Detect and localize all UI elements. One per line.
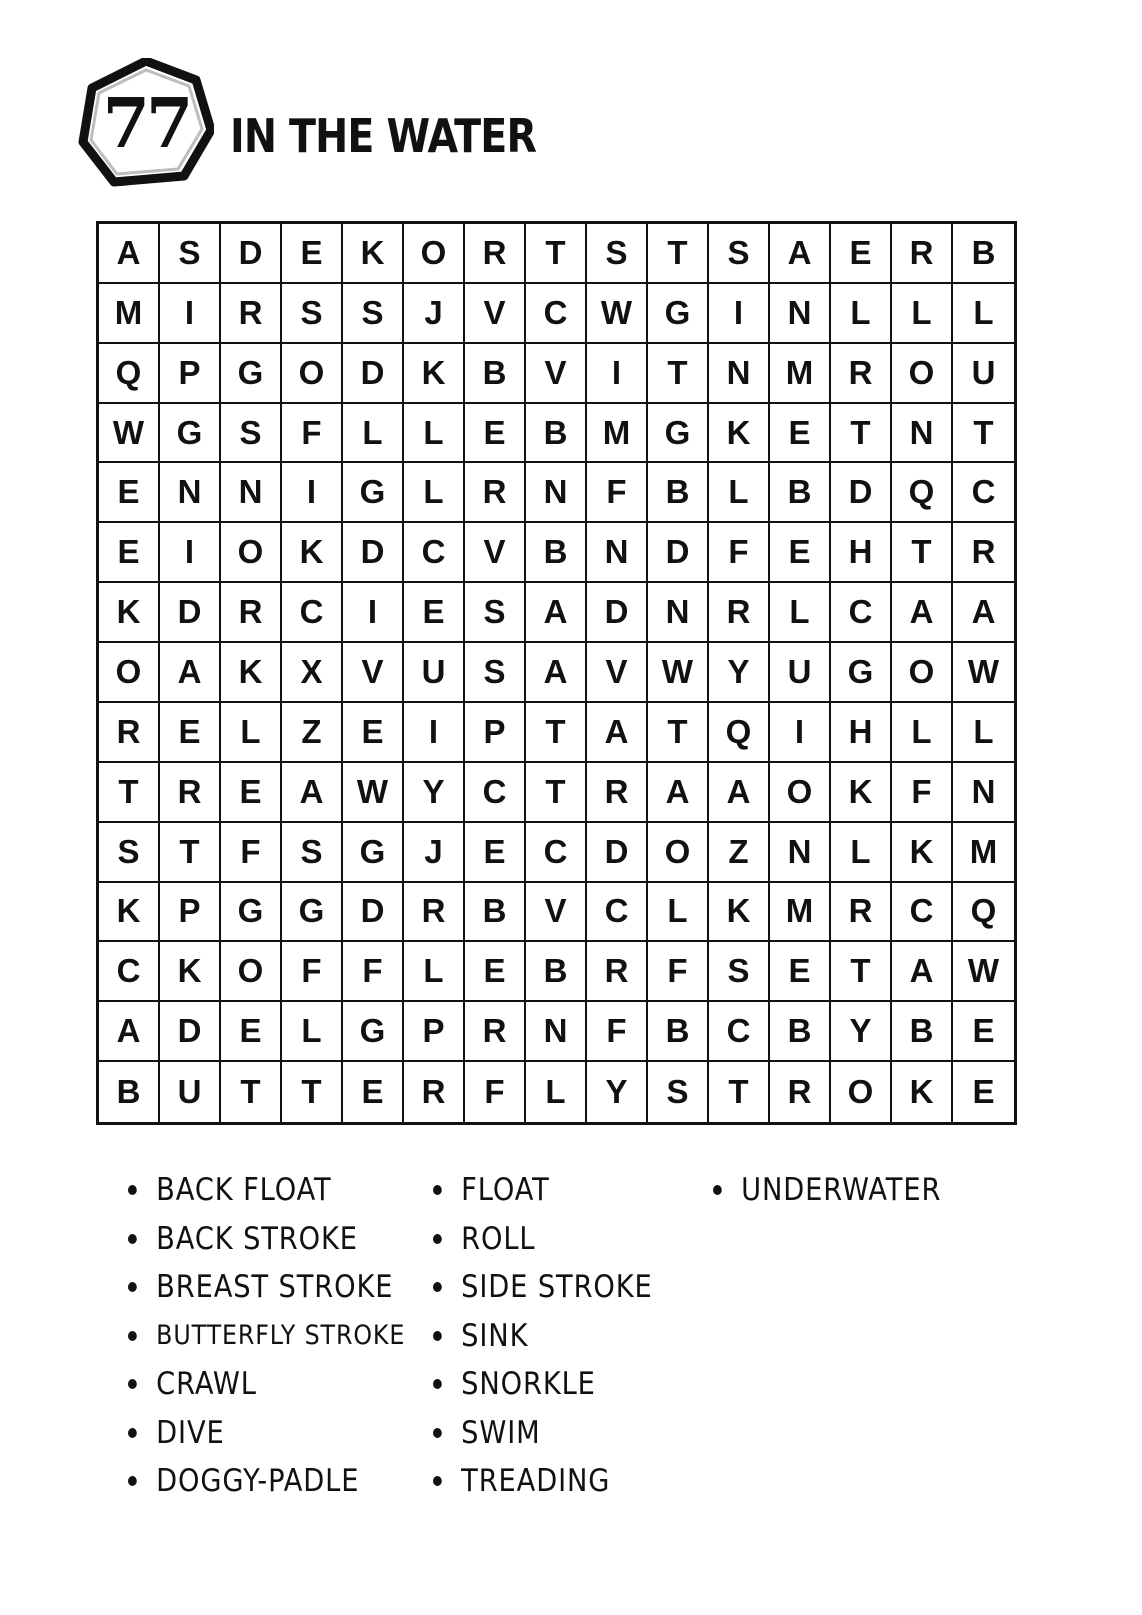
grid-cell[interactable]: E <box>770 942 831 1002</box>
grid-cell[interactable]: O <box>221 523 282 583</box>
grid-cell[interactable]: S <box>160 224 221 284</box>
grid-cell[interactable]: D <box>831 463 892 523</box>
grid-cell[interactable]: A <box>160 643 221 703</box>
grid-cell[interactable]: R <box>221 284 282 344</box>
grid-cell[interactable]: N <box>160 463 221 523</box>
grid-cell[interactable]: T <box>648 703 709 763</box>
grid-cell[interactable]: A <box>709 763 770 823</box>
grid-cell[interactable]: F <box>587 1002 648 1062</box>
grid-cell[interactable]: V <box>526 344 587 404</box>
word-label: DOGGY-PADLE <box>156 1463 360 1500</box>
grid-cell[interactable]: G <box>221 344 282 404</box>
grid-cell[interactable]: G <box>831 643 892 703</box>
grid-cell[interactable]: E <box>404 583 465 643</box>
grid-cell[interactable]: O <box>770 763 831 823</box>
grid-cell[interactable]: F <box>282 404 343 464</box>
word-label: SWIM <box>461 1414 541 1451</box>
grid-cell[interactable]: J <box>404 823 465 883</box>
bullet-icon <box>128 1476 137 1486</box>
grid-cell[interactable]: S <box>282 823 343 883</box>
grid-cell[interactable]: N <box>587 523 648 583</box>
grid-cell[interactable]: C <box>587 883 648 943</box>
grid-cell[interactable]: N <box>221 463 282 523</box>
word-label: UNDERWATER <box>741 1172 942 1209</box>
bullet-icon <box>433 1331 442 1341</box>
grid-cell[interactable]: M <box>770 883 831 943</box>
word-list-item <box>433 1409 653 1458</box>
grid-cell[interactable]: U <box>160 1062 221 1122</box>
grid-cell[interactable]: O <box>221 942 282 1002</box>
grid-cell[interactable]: B <box>99 1062 160 1122</box>
grid-cell[interactable]: C <box>99 942 160 1002</box>
word-label: FLOAT <box>461 1172 550 1209</box>
grid-cell[interactable]: I <box>770 703 831 763</box>
grid-cell[interactable]: Q <box>953 883 1014 943</box>
grid-cell[interactable]: G <box>648 404 709 464</box>
word-label: ROLL <box>461 1220 536 1257</box>
grid-cell[interactable]: K <box>831 763 892 823</box>
grid-cell[interactable]: S <box>465 583 526 643</box>
grid-cell[interactable]: R <box>587 763 648 823</box>
bullet-icon <box>433 1428 442 1438</box>
grid-cell[interactable]: A <box>892 583 953 643</box>
grid-cell[interactable]: F <box>465 1062 526 1122</box>
grid-cell[interactable]: Y <box>709 643 770 703</box>
grid-cell[interactable]: V <box>465 523 526 583</box>
grid-cell[interactable]: G <box>282 883 343 943</box>
grid-cell[interactable]: M <box>99 284 160 344</box>
grid-cell[interactable]: Q <box>99 344 160 404</box>
grid-cell[interactable]: B <box>648 463 709 523</box>
word-list-item <box>128 1409 405 1458</box>
word-list-item <box>713 1166 941 1215</box>
grid-cell[interactable]: T <box>892 523 953 583</box>
word-label: SNORKLE <box>461 1366 596 1403</box>
grid-cell[interactable]: D <box>160 583 221 643</box>
grid-cell[interactable]: L <box>526 1062 587 1122</box>
grid-cell[interactable]: X <box>282 643 343 703</box>
grid-cell[interactable]: N <box>770 823 831 883</box>
grid-cell[interactable]: B <box>526 404 587 464</box>
grid-cell[interactable]: C <box>709 1002 770 1062</box>
grid-cell[interactable]: R <box>465 224 526 284</box>
grid-cell[interactable]: A <box>770 224 831 284</box>
word-list-item <box>128 1457 405 1506</box>
grid-cell[interactable]: R <box>404 883 465 943</box>
word-label: BUTTERFLY STROKE <box>156 1320 406 1352</box>
word-list-item <box>433 1215 653 1264</box>
grid-cell[interactable]: O <box>831 1062 892 1122</box>
grid-cell[interactable]: B <box>953 224 1014 284</box>
grid-cell[interactable]: E <box>770 404 831 464</box>
grid-cell[interactable]: K <box>892 1062 953 1122</box>
grid-cell[interactable]: S <box>465 643 526 703</box>
grid-cell[interactable]: D <box>587 823 648 883</box>
grid-cell[interactable]: T <box>221 1062 282 1122</box>
grid-cell[interactable]: R <box>953 523 1014 583</box>
grid-cell[interactable]: O <box>404 224 465 284</box>
grid-cell[interactable]: T <box>709 1062 770 1122</box>
grid-cell[interactable]: G <box>648 284 709 344</box>
grid-cell[interactable]: Y <box>404 763 465 823</box>
grid-cell[interactable]: B <box>526 942 587 1002</box>
grid-cell[interactable]: D <box>343 344 404 404</box>
grid-cell[interactable]: T <box>953 404 1014 464</box>
grid-cell[interactable]: Q <box>709 703 770 763</box>
grid-cell[interactable]: C <box>892 883 953 943</box>
grid-cell[interactable]: D <box>343 883 404 943</box>
grid-cell[interactable]: A <box>526 643 587 703</box>
grid-cell[interactable]: I <box>160 284 221 344</box>
word-list-item <box>433 1360 653 1409</box>
grid-cell[interactable]: C <box>404 523 465 583</box>
grid-cell[interactable]: E <box>343 703 404 763</box>
grid-cell[interactable]: S <box>282 284 343 344</box>
grid-cell[interactable]: B <box>465 344 526 404</box>
grid-cell[interactable]: T <box>648 344 709 404</box>
grid-cell[interactable]: Y <box>831 1002 892 1062</box>
grid-cell[interactable]: E <box>282 224 343 284</box>
grid-cell[interactable]: U <box>770 643 831 703</box>
puzzle-number: 77 <box>102 84 190 164</box>
grid-cell[interactable]: N <box>526 463 587 523</box>
grid-cell[interactable]: E <box>99 463 160 523</box>
word-list-column-1 <box>128 1166 443 1506</box>
grid-cell[interactable]: Z <box>709 823 770 883</box>
grid-cell[interactable]: D <box>221 224 282 284</box>
grid-cell[interactable]: T <box>648 224 709 284</box>
grid-cell[interactable]: R <box>404 1062 465 1122</box>
grid-cell[interactable]: G <box>343 823 404 883</box>
grid-cell[interactable]: O <box>892 344 953 404</box>
grid-cell[interactable]: L <box>892 284 953 344</box>
word-list-item <box>128 1263 405 1312</box>
grid-cell[interactable]: F <box>282 942 343 1002</box>
grid-cell[interactable]: N <box>526 1002 587 1062</box>
word-label: BACK FLOAT <box>156 1172 332 1209</box>
word-label: SIDE STROKE <box>461 1269 653 1306</box>
grid-cell[interactable]: G <box>160 404 221 464</box>
grid-cell[interactable]: F <box>709 523 770 583</box>
grid-cell[interactable]: I <box>587 344 648 404</box>
word-label: SINK <box>461 1317 529 1354</box>
grid-cell[interactable]: N <box>648 583 709 643</box>
grid-cell[interactable]: B <box>892 1002 953 1062</box>
grid-cell[interactable]: A <box>99 224 160 284</box>
grid-cell[interactable]: T <box>526 763 587 823</box>
grid-cell[interactable]: V <box>587 643 648 703</box>
grid-cell[interactable]: L <box>343 404 404 464</box>
grid-cell[interactable]: E <box>465 823 526 883</box>
grid-cell[interactable]: A <box>526 583 587 643</box>
grid-cell[interactable]: I <box>282 463 343 523</box>
grid-cell[interactable]: C <box>282 583 343 643</box>
grid-cell[interactable]: B <box>465 883 526 943</box>
grid-cell[interactable]: Y <box>587 1062 648 1122</box>
grid-cell[interactable]: H <box>831 523 892 583</box>
grid-cell[interactable]: C <box>953 463 1014 523</box>
grid-cell[interactable]: F <box>587 463 648 523</box>
grid-cell[interactable]: M <box>587 404 648 464</box>
grid-cell[interactable]: D <box>343 523 404 583</box>
grid-cell[interactable]: I <box>404 703 465 763</box>
word-list-column-2 <box>433 1166 683 1506</box>
grid-cell[interactable]: E <box>160 703 221 763</box>
bullet-icon <box>128 1185 137 1195</box>
word-list-item <box>433 1312 653 1361</box>
grid-cell[interactable]: F <box>892 763 953 823</box>
grid-cell[interactable]: W <box>953 643 1014 703</box>
word-list-item <box>128 1312 405 1361</box>
grid-cell[interactable]: R <box>587 942 648 1002</box>
grid-cell[interactable]: E <box>831 224 892 284</box>
grid-cell[interactable]: L <box>770 583 831 643</box>
word-list-item <box>128 1215 405 1264</box>
grid-cell[interactable]: Q <box>892 463 953 523</box>
grid-cell[interactable]: N <box>892 404 953 464</box>
grid-cell[interactable]: I <box>709 284 770 344</box>
grid-cell[interactable]: S <box>221 404 282 464</box>
grid-cell[interactable]: K <box>709 883 770 943</box>
puzzle-number-badge <box>78 58 214 194</box>
grid-cell[interactable]: T <box>831 404 892 464</box>
bullet-icon <box>433 1234 442 1244</box>
grid-cell[interactable]: K <box>221 643 282 703</box>
grid-cell[interactable]: W <box>953 942 1014 1002</box>
grid-cell[interactable]: E <box>770 523 831 583</box>
grid-cell[interactable]: A <box>587 703 648 763</box>
grid-cell[interactable]: N <box>709 344 770 404</box>
grid-cell[interactable]: S <box>343 284 404 344</box>
word-label: BREAST STROKE <box>156 1269 394 1306</box>
word-list-item <box>433 1166 653 1215</box>
grid-cell[interactable]: K <box>892 823 953 883</box>
grid-cell[interactable]: V <box>465 284 526 344</box>
grid-cell[interactable]: A <box>648 763 709 823</box>
grid-cell[interactable]: E <box>221 1002 282 1062</box>
word-list-item <box>433 1457 653 1506</box>
bullet-icon <box>433 1185 442 1195</box>
grid-cell[interactable]: R <box>709 583 770 643</box>
grid-cell[interactable]: N <box>770 284 831 344</box>
grid-cell[interactable]: E <box>343 1062 404 1122</box>
bullet-icon <box>128 1331 137 1341</box>
grid-cell[interactable]: F <box>648 942 709 1002</box>
grid-cell[interactable]: E <box>953 1002 1014 1062</box>
grid-cell[interactable]: L <box>648 883 709 943</box>
grid-cell[interactable]: E <box>221 763 282 823</box>
grid-cell[interactable]: I <box>343 583 404 643</box>
grid-cell[interactable]: S <box>587 224 648 284</box>
bullet-icon <box>433 1282 442 1292</box>
grid-cell[interactable]: L <box>831 284 892 344</box>
grid-cell[interactable]: D <box>160 1002 221 1062</box>
grid-cell[interactable]: I <box>160 523 221 583</box>
grid-cell[interactable]: D <box>648 523 709 583</box>
grid-cell[interactable]: M <box>770 344 831 404</box>
grid-cell[interactable]: W <box>587 284 648 344</box>
grid-cell[interactable]: U <box>953 344 1014 404</box>
grid-cell[interactable]: L <box>953 703 1014 763</box>
word-label: BACK STROKE <box>156 1220 358 1257</box>
grid-cell[interactable]: L <box>709 463 770 523</box>
grid-cell[interactable]: B <box>770 1002 831 1062</box>
grid-cell[interactable]: K <box>282 523 343 583</box>
bullet-icon <box>433 1476 442 1486</box>
grid-cell[interactable]: P <box>465 703 526 763</box>
grid-cell[interactable]: W <box>343 763 404 823</box>
grid-cell[interactable]: F <box>343 942 404 1002</box>
grid-cell[interactable]: K <box>343 224 404 284</box>
grid-cell[interactable]: G <box>343 463 404 523</box>
grid-cell[interactable]: C <box>526 823 587 883</box>
puzzle-title: IN THE WATER <box>230 109 537 163</box>
grid-cell[interactable]: K <box>404 344 465 404</box>
grid-cell[interactable]: R <box>831 883 892 943</box>
word-label: DIVE <box>156 1414 225 1451</box>
grid-cell[interactable]: P <box>160 883 221 943</box>
grid-cell[interactable]: C <box>465 763 526 823</box>
grid-cell[interactable]: S <box>709 224 770 284</box>
bullet-icon <box>128 1379 137 1389</box>
grid-cell[interactable]: Z <box>282 703 343 763</box>
word-list-column-3 <box>713 1166 972 1215</box>
grid-cell[interactable]: K <box>160 942 221 1002</box>
grid-cell[interactable]: H <box>831 703 892 763</box>
grid-cell[interactable]: R <box>892 224 953 284</box>
grid-cell[interactable]: M <box>953 823 1014 883</box>
grid-cell[interactable]: E <box>465 942 526 1002</box>
bullet-icon <box>128 1428 137 1438</box>
grid-cell[interactable]: G <box>221 883 282 943</box>
grid-cell[interactable]: L <box>953 284 1014 344</box>
grid-cell[interactable]: S <box>648 1062 709 1122</box>
grid-cell[interactable]: L <box>221 703 282 763</box>
grid-cell[interactable]: T <box>282 1062 343 1122</box>
grid-cell[interactable]: E <box>972 1073 995 1111</box>
grid-cell[interactable]: B <box>770 463 831 523</box>
word-list-item <box>128 1166 405 1215</box>
grid-cell[interactable]: L <box>404 942 465 1002</box>
grid-cell[interactable]: L <box>282 1002 343 1062</box>
grid-cell[interactable]: K <box>709 404 770 464</box>
word-list-item <box>128 1360 405 1409</box>
grid-cell[interactable]: K <box>99 583 160 643</box>
grid-cell[interactable]: B <box>648 1002 709 1062</box>
grid-cell[interactable]: R <box>831 344 892 404</box>
grid-cell[interactable]: B <box>526 523 587 583</box>
grid-cell[interactable]: R <box>99 703 160 763</box>
grid-cell[interactable]: U <box>404 643 465 703</box>
grid-cell[interactable]: R <box>465 463 526 523</box>
grid-cell[interactable]: V <box>526 883 587 943</box>
grid-cell[interactable]: R <box>770 1062 831 1122</box>
grid-cell[interactable]: O <box>282 344 343 404</box>
grid-cell[interactable]: P <box>160 344 221 404</box>
grid-cell[interactable]: D <box>587 583 648 643</box>
grid-cell[interactable]: A <box>282 763 343 823</box>
grid-cell[interactable]: W <box>99 404 160 464</box>
grid-cell[interactable]: T <box>526 703 587 763</box>
grid-cell[interactable]: F <box>221 823 282 883</box>
grid-cell[interactable]: C <box>831 583 892 643</box>
grid-cell[interactable]: L <box>404 463 465 523</box>
grid-cell[interactable]: J <box>404 284 465 344</box>
word-list-item <box>433 1263 653 1312</box>
bullet-icon <box>713 1185 722 1195</box>
bullet-icon <box>128 1234 137 1244</box>
grid-cell[interactable]: L <box>892 703 953 763</box>
grid-cell[interactable]: O <box>892 643 953 703</box>
word-label: TREADING <box>461 1463 611 1500</box>
grid-cell[interactable]: T <box>99 763 160 823</box>
grid-cell[interactable]: A <box>892 942 953 1002</box>
grid-cell[interactable]: N <box>953 763 1014 823</box>
grid-cell[interactable]: C <box>526 284 587 344</box>
grid-cell[interactable]: L <box>831 823 892 883</box>
grid-cell[interactable]: P <box>404 1002 465 1062</box>
bullet-icon <box>128 1282 137 1292</box>
grid-cell[interactable]: S <box>99 823 160 883</box>
grid-cell[interactable]: T <box>160 823 221 883</box>
grid-cell[interactable]: T <box>831 942 892 1002</box>
grid-cell[interactable]: A <box>99 1002 160 1062</box>
grid-cell[interactable]: T <box>526 224 587 284</box>
grid-cell[interactable]: R <box>465 1002 526 1062</box>
grid-cell[interactable]: G <box>343 1002 404 1062</box>
grid-cell[interactable]: E <box>99 523 160 583</box>
grid-cell[interactable]: A <box>953 583 1014 643</box>
grid-cell[interactable]: S <box>709 942 770 1002</box>
grid-cell[interactable]: K <box>99 883 160 943</box>
word-label: CRAWL <box>156 1366 257 1403</box>
grid-cell[interactable]: L <box>404 404 465 464</box>
grid-cell[interactable]: E <box>465 404 526 464</box>
word-search-grid <box>96 221 1017 1125</box>
grid-cell[interactable]: V <box>343 643 404 703</box>
bullet-icon <box>433 1379 442 1389</box>
grid-cell[interactable]: R <box>221 583 282 643</box>
grid-cell[interactable]: R <box>160 763 221 823</box>
grid-cell[interactable]: W <box>648 643 709 703</box>
grid-cell[interactable]: O <box>648 823 709 883</box>
grid-cell[interactable]: O <box>99 643 160 703</box>
